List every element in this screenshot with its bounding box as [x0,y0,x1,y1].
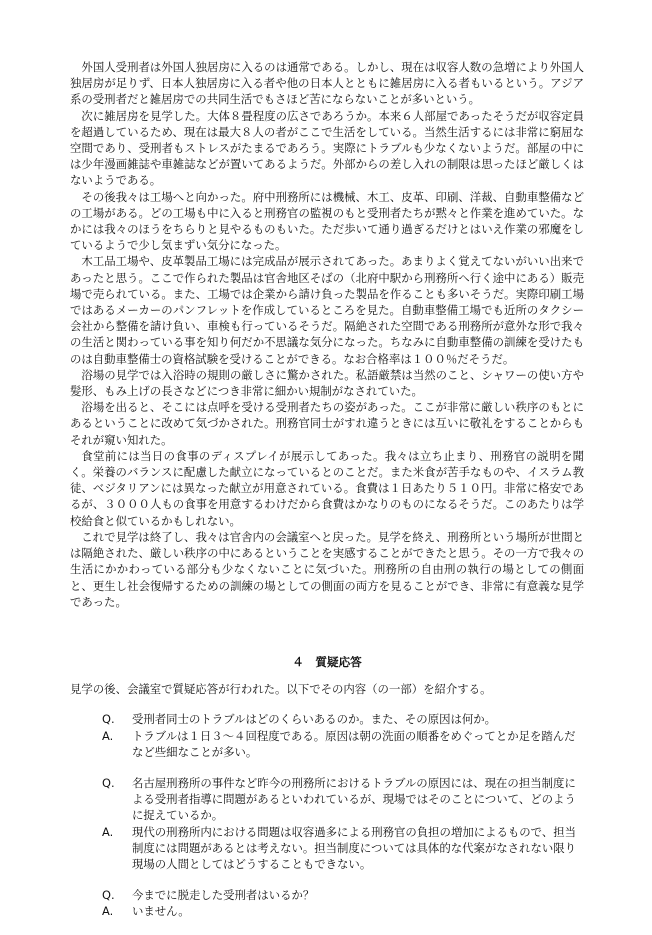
question-text: 名古屋刑務所の事件など昨今の刑務所におけるトラブルの原因には、現在の担当制度による受刑者指導に問題があるといわれているが、現場ではそのことについて、どのように捉えているか。 [132,775,576,823]
answer-marker: A. [102,904,114,919]
question [70,775,584,824]
answer-marker: A. [102,824,114,839]
answer-text: いません。 [132,904,190,919]
qa-item [70,887,584,919]
qa-item [70,775,584,872]
section-intro: 見学の後、会議室で質疑応答が行われた。以下でその内容（の一部）を紹介する。 [70,682,492,697]
answer-marker: A. [102,728,114,743]
paragraph: 次に雑居房を見学した。大体８畳程度の広さであろうか。本来６人部屋であったそうだが収容定員を超過しているため、現在は最大８人の者がここで生活をしている。当然生活するには非常に窮屈な空間であり、受刑者もストレスがたまるであろう。実際にトラブルも少なくないようだ。部屋の中には少年漫画雑誌や車雑誌などが置いてあるようだ。外部からの差し入れの制限は思ったほど厳しくはないようである。 [70,108,584,188]
question-text: 今までに脱走した受刑者はいるか？ [132,888,315,903]
paragraph: 木工品工場や、皮革製品工場には完成品が展示されてあった。あまりよく覚えてないがいい出来であったと思う。ここで作られた製品は官舎地区そばの（北府中駅から刑務所へ行く途中にある）販売場で売られている。また、工場では企業から請け負った製品を作ることも多いそうだ。実際印刷工場ではあるメーカーのパンフレットを作成しているところを見た。自動車整備工場でも近所のタクシー会社から整備を請け負い、車検も行っているそうだ。隔絶された空間である刑務所が意外な形で我々の生活と関わっている事を知り何だか不思議な気分になった。ちなみに自動車整備の訓練を受けたものは自動車整備士の資格試験を受けることができる。なお合格率は１００％だそうだ。 [70,254,584,366]
question-marker: Q. [102,775,115,790]
answer [70,728,584,760]
document-page [70,59,584,935]
answer [70,903,584,919]
question-text: 受刑者同士のトラブルはどのくらいあるのか。また、その原因は何か。 [132,712,497,727]
paragraph: 浴場を出ると、そこには点呼を受ける受刑者たちの姿があった。ここが非常に厳しい秩序のもとにあるということに改めて気づかされた。刑務官同士がすれ違うときには互いに敬礼をすることからもそれが窺い知れた。 [70,400,584,447]
answer [70,824,584,873]
question-marker: Q. [102,888,115,903]
paragraph: 浴場の見学では入浴時の規則の厳しさに驚かされた。私語厳禁は当然のこと、シャワーの使い方や髪形、もみ上げの長さなどにつき非常に細かい規制がなされていた。 [70,367,584,399]
qa-item [70,711,584,760]
paragraph: これで見学は終了し、我々は官舎内の会議室へと戻った。見学を終え、刑務所という場所が世間とは隔絶された、厳しい秩序の中にあるということを実感することができたと思う。その一方で我々の生活にかかわっている部分も少なくないことに気づいた。刑務所の自由刑の執行の場としての側面と、更生し社会復帰するための訓練の場としての側面の両方を見ることができ、非常に有意義な見学であった。 [70,529,584,609]
answer-text: トラブルは１日３～４回程度である。原因は朝の洗面の順番をめぐってとか足を踏んだなど些細なことが多い。 [132,728,576,759]
qa-list [70,711,584,919]
question [70,711,584,727]
question [70,887,584,903]
body-text [70,59,584,610]
answer-text: 現代の刑務所内における問題は収容過多による刑務官の負担の増加によるもので、担当制度には問題があるとは考えない。担当制度については具体的な代案がなされない限り現場の人間としてはどうすることもできない。 [132,824,577,871]
paragraph: 食堂前には当日の食事のディスプレイが展示してあった。我々は立ち止まり、刑務官の説明を聞く。栄養のバランスに配慮した献立になっているとのことだ。また米食が苦手なものや、イスラム教徒、ベジタリアンには異なった献立が用意されている。食費は１日あたり５１０円。非常に格安であるが、３０００人もの食事を用意するわけだから食費はかなりのものになるそうだ。このあたりは学校給食と似ているかもしれない。 [70,448,584,528]
paragraph: 外国人受刑者は外国人独居房に入るのは通常である。しかし、現在は収容人数の急増により外国人独居房が足りず、日本人独居房に入る者や他の日本人とともに雑居房に入る者もいるという。アジア系の受刑者だと雑居房での共同生活でもさほど苦にならないことが多いという。 [70,60,584,107]
paragraph: その後我々は工場へと向かった。府中刑務所には機械、木工、皮革、印刷、洋裁、自動車整備などの工場がある。どの工場も中に入ると刑務官の監視のもと受刑者たちが黙々と作業を進めていた。なかには我々のほうをちらりと見やるものもいた。ただ歩いて通り過ぎるだけとはいえ作業の邪魔をしているようで少し気まずい気分になった。 [70,189,584,253]
question-marker: Q. [102,712,115,727]
section-heading: ４ 質疑応答 [292,654,362,669]
